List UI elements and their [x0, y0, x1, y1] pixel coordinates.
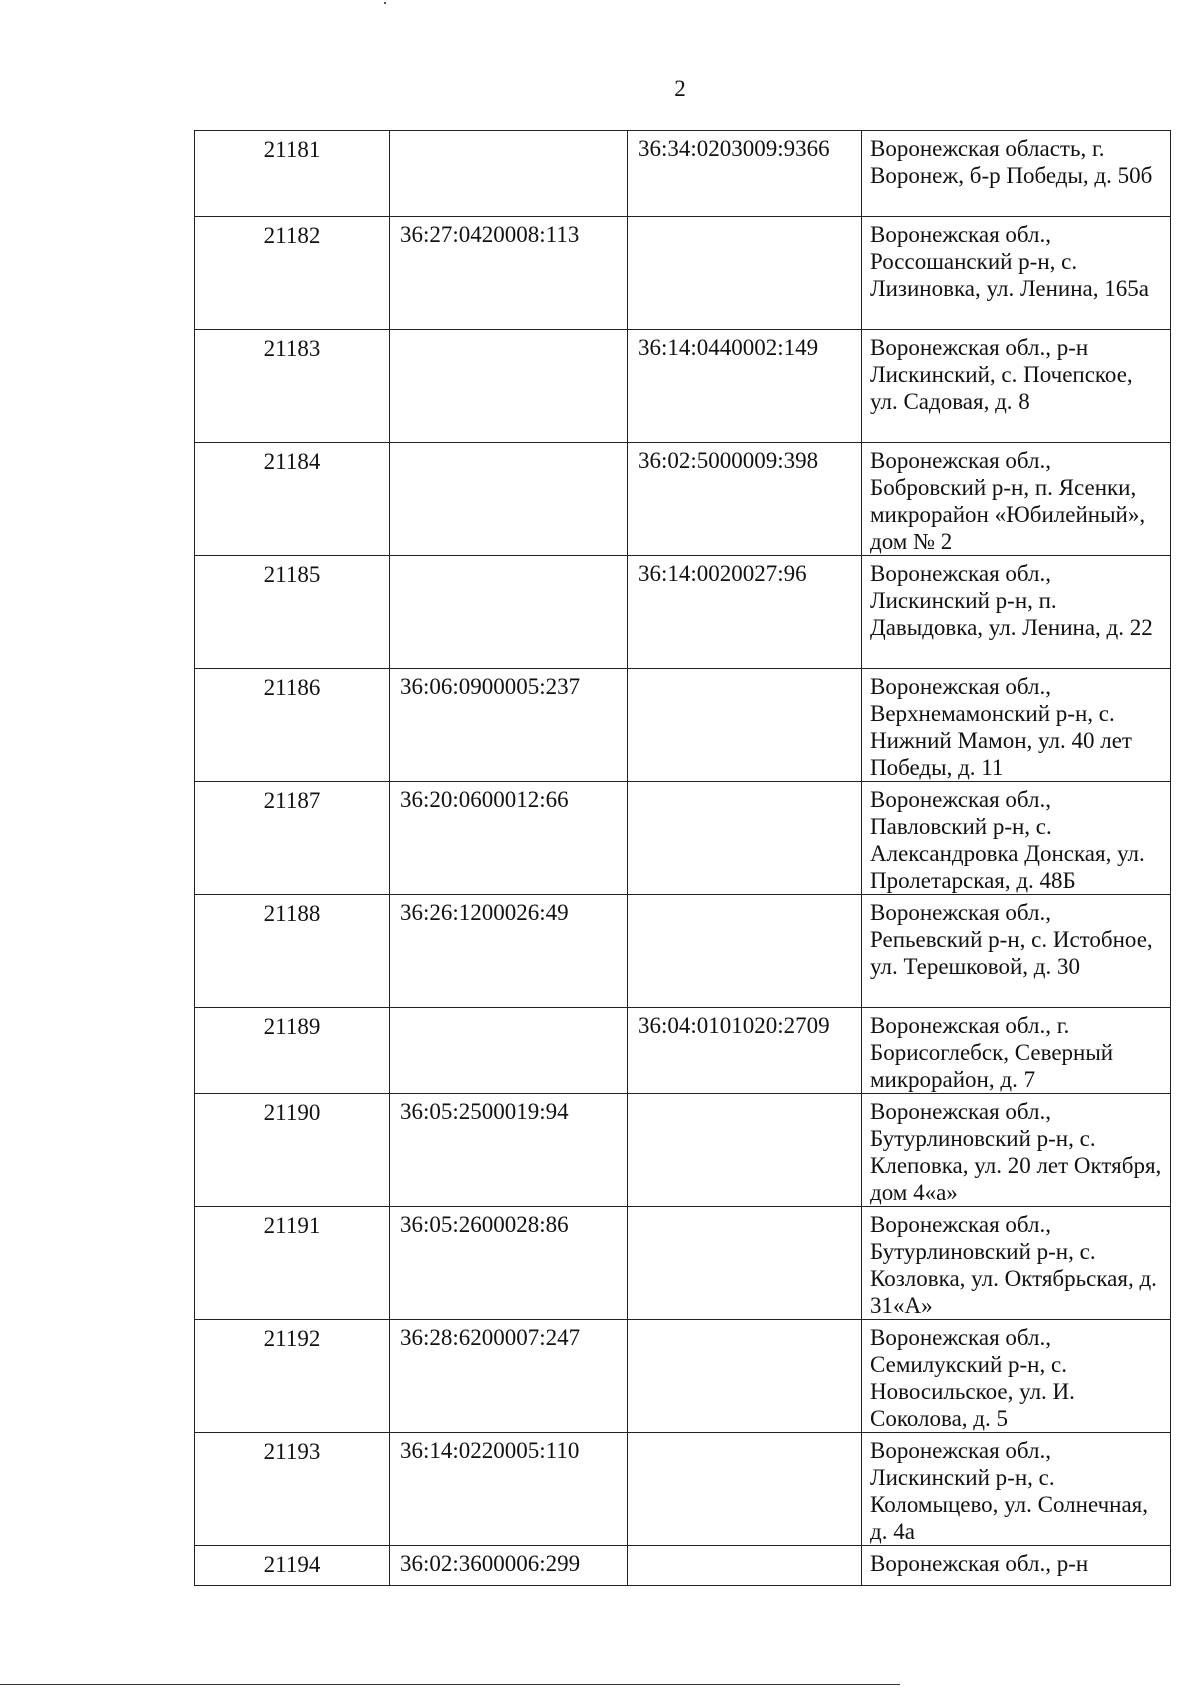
scan-bottom-edge — [0, 1684, 900, 1685]
row-number: 21194 — [195, 1546, 390, 1586]
table-row — [195, 1008, 1171, 1094]
cadastral-number-primary: 36:06:0900005:237 — [390, 669, 628, 782]
table-row — [195, 330, 1171, 443]
cadastral-number-primary — [390, 1008, 628, 1094]
cadastral-number-primary: 36:02:3600006:299 — [390, 1546, 628, 1586]
cadastral-number-primary: 36:14:0220005:110 — [390, 1433, 628, 1546]
cadastral-number-primary — [390, 131, 628, 217]
row-number: 21188 — [195, 895, 390, 1008]
address: Воронежская обл., Лискинский р-н, п. Давыдовка, ул. Ленина, д. 22 — [862, 556, 1171, 669]
cadastral-number-primary: 36:27:0420008:113 — [390, 217, 628, 330]
row-number: 21185 — [195, 556, 390, 669]
row-number: 21189 — [195, 1008, 390, 1094]
address: Воронежская обл., Бутурлиновский р-н, с. Козловка, ул. Октябрьская, д. 31«А» — [862, 1207, 1171, 1320]
cadastral-number-secondary — [628, 669, 862, 782]
table-row — [195, 556, 1171, 669]
address: Воронежская обл., Бутурлиновский р-н, с. Клеповка, ул. 20 лет Октября, дом 4«а» — [862, 1094, 1171, 1207]
address: Воронежская обл., Репьевский р-н, с. Истобное, ул. Терешковой, д. 30 — [862, 895, 1171, 1008]
cadastral-number-secondary — [628, 895, 862, 1008]
cadastral-number-secondary: 36:14:0440002:149 — [628, 330, 862, 443]
address: Воронежская обл., Россошанский р-н, с. Лизиновка, ул. Ленина, 165а — [862, 217, 1171, 330]
cadastral-number-primary: 36:05:2600028:86 — [390, 1207, 628, 1320]
cadastral-number-secondary — [628, 1094, 862, 1207]
cadastral-number-secondary: 36:34:0203009:9366 — [628, 131, 862, 217]
cadastral-number-primary: 36:28:6200007:247 — [390, 1320, 628, 1433]
row-number: 21186 — [195, 669, 390, 782]
cadastral-number-secondary — [628, 782, 862, 895]
cadastral-number-primary: 36:20:0600012:66 — [390, 782, 628, 895]
cadastral-number-secondary — [628, 217, 862, 330]
table-row — [195, 1207, 1171, 1320]
scan-speck — [384, 2, 386, 4]
cadastral-number-secondary: 36:02:5000009:398 — [628, 443, 862, 556]
row-number: 21190 — [195, 1094, 390, 1207]
address: Воронежская обл., Семилукский р-н, с. Новосильское, ул. И. Соколова, д. 5 — [862, 1320, 1171, 1433]
table-row — [195, 895, 1171, 1008]
cadastral-number-secondary: 36:14:0020027:96 — [628, 556, 862, 669]
row-number: 21193 — [195, 1433, 390, 1546]
table-row — [195, 443, 1171, 556]
address: Воронежская обл., Бобровский р-н, п. Ясенки, микрорайон «Юбилейный», дом № 2 — [862, 443, 1171, 556]
cadastral-number-secondary — [628, 1207, 862, 1320]
property-register-table — [194, 130, 1171, 1586]
table-row — [195, 1094, 1171, 1207]
row-number: 21192 — [195, 1320, 390, 1433]
cadastral-number-primary — [390, 330, 628, 443]
address: Воронежская обл., Верхнемамонский р-н, с. Нижний Мамон, ул. 40 лет Победы, д. 11 — [862, 669, 1171, 782]
table-row — [195, 131, 1171, 217]
table-row — [195, 1320, 1171, 1433]
address: Воронежская обл., Лискинский р-н, с. Коломыцево, ул. Солнечная, д. 4а — [862, 1433, 1171, 1546]
table-row — [195, 1546, 1171, 1586]
cadastral-number-secondary — [628, 1546, 862, 1586]
row-number: 21184 — [195, 443, 390, 556]
address: Воронежская область, г. Воронеж, б-р Победы, д. 50б — [862, 131, 1171, 217]
table-row — [195, 217, 1171, 330]
table-row — [195, 1433, 1171, 1546]
row-number: 21181 — [195, 131, 390, 217]
row-number: 21182 — [195, 217, 390, 330]
table-row — [195, 669, 1171, 782]
row-number: 21191 — [195, 1207, 390, 1320]
cadastral-number-primary — [390, 443, 628, 556]
address: Воронежская обл., г. Борисоглебск, Северный микрорайон, д. 7 — [862, 1008, 1171, 1094]
row-number: 21187 — [195, 782, 390, 895]
cadastral-number-primary: 36:05:2500019:94 — [390, 1094, 628, 1207]
page-number: 2 — [674, 76, 686, 101]
address: Воронежская обл., р-н Лискинский, с. Почепское, ул. Садовая, д. 8 — [862, 330, 1171, 443]
address: Воронежская обл., Павловский р-н, с. Александровка Донская, ул. Пролетарская, д. 48Б — [862, 782, 1171, 895]
address: Воронежская обл., р-н — [862, 1546, 1171, 1586]
table-row — [195, 782, 1171, 895]
row-number: 21183 — [195, 330, 390, 443]
cadastral-number-secondary — [628, 1320, 862, 1433]
cadastral-number-primary: 36:26:1200026:49 — [390, 895, 628, 1008]
cadastral-number-secondary: 36:04:0101020:2709 — [628, 1008, 862, 1094]
cadastral-number-primary — [390, 556, 628, 669]
cadastral-number-secondary — [628, 1433, 862, 1546]
